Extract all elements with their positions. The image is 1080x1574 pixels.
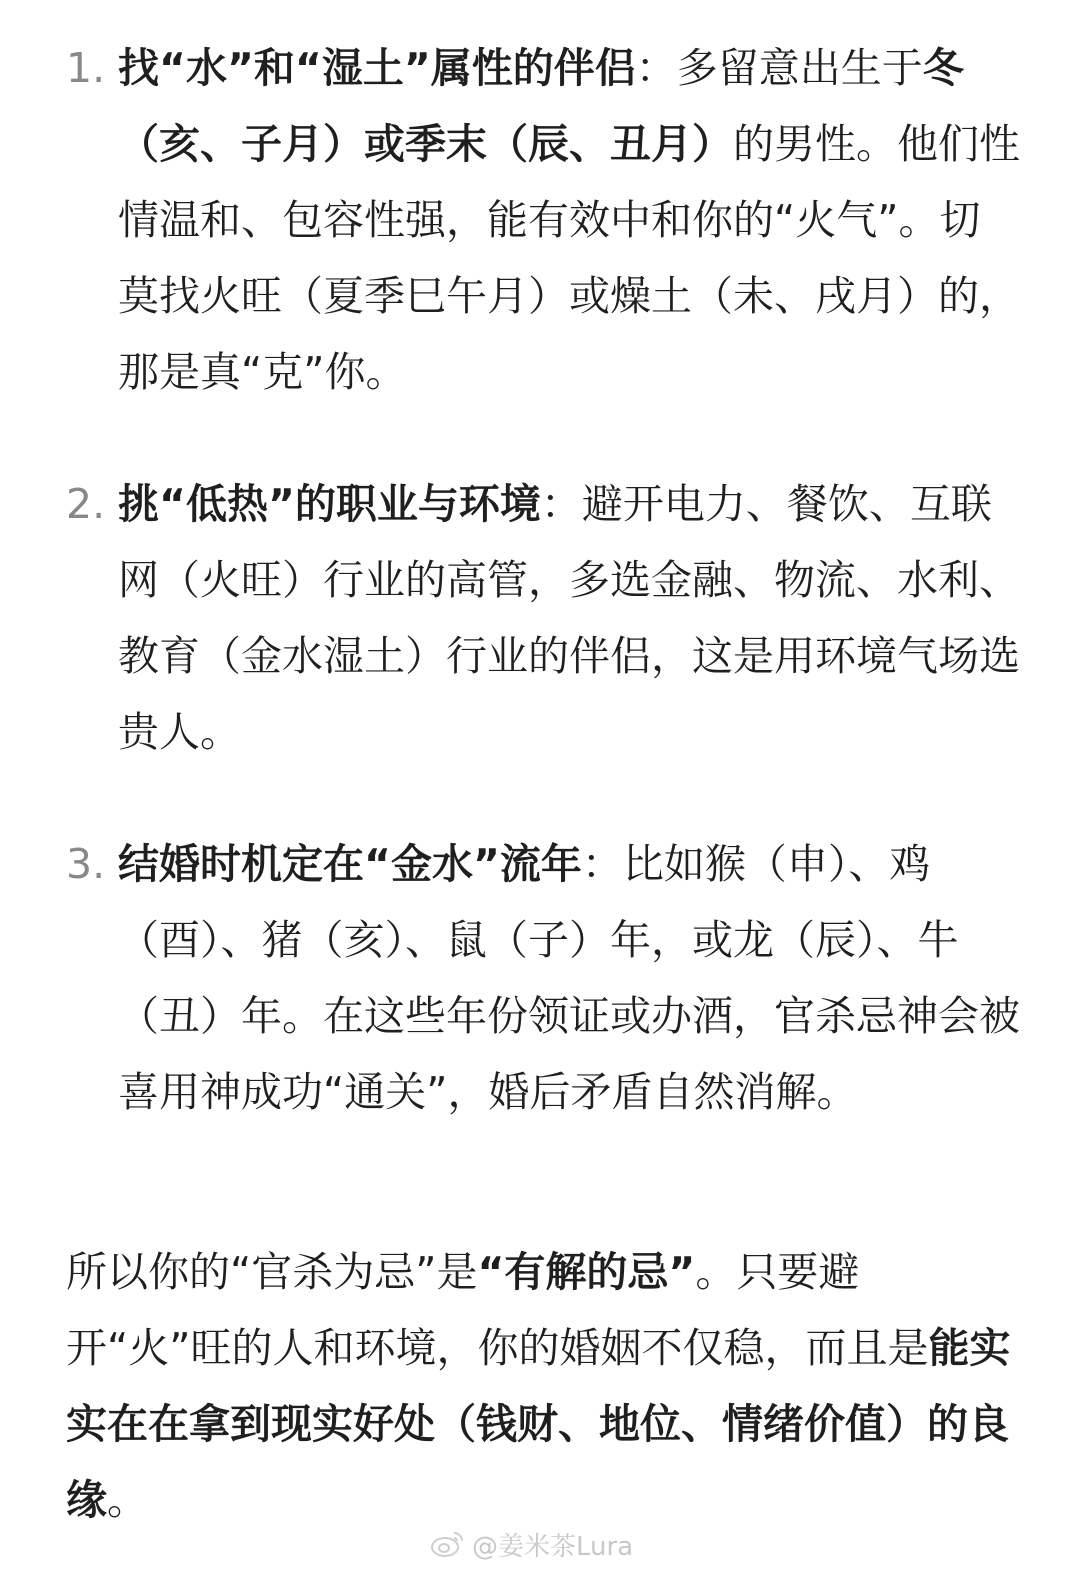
conclusion-paragraph: [66, 1234, 1016, 1538]
tip-body-bold: 冬（亥、子月）或季末（辰、丑月）: [118, 44, 964, 168]
weibo-watermark: [430, 1524, 633, 1564]
tip-item-1: [0, 30, 1080, 410]
tip-body: 多留意出生于: [676, 44, 923, 92]
tip-body: 避开电力、餐饮、互联网（火旺）行业的高管，多选金融、物流、水利、教育（金水湿土）行业的伴侣，这是用环境气场选贵人。: [118, 480, 1020, 756]
tip-number: 3.: [66, 840, 106, 888]
conclusion-text: 所以你的“官杀为忌”是: [66, 1248, 478, 1296]
tip-heading: 挑“低热”的职业与环境: [118, 480, 541, 528]
tip-body: 比如猴（申）、鸡（酉）、猪（亥）、鼠（子）年，或龙（辰）、牛（丑）年。在这些年份领证或办酒，官杀忌神会被喜用神成功“通关”，婚后矛盾自然消解。: [118, 840, 1020, 1116]
tip-heading: 找“水”和“湿土”属性的伴侣: [118, 44, 636, 92]
tip-number: 1.: [66, 44, 106, 92]
tip-number: 2.: [66, 480, 106, 528]
tip-item-2: [0, 466, 1080, 770]
conclusion-bold: 能实实在在拿到现实好处（钱财、地位、情绪价值）的良缘: [66, 1324, 1011, 1524]
tip-colon: ：: [635, 44, 677, 92]
tip-body: 的男性。他们性情温和、包容性强，能有效中和你的“火气”。切莫找火旺（夏季巳午月）或燥土（未、戌月）的，那是真“克”你。: [118, 120, 1020, 396]
conclusion-bold: “有解的忌”: [477, 1248, 696, 1296]
tips-list: [0, 30, 1080, 1186]
tip-colon: ：: [581, 840, 623, 888]
conclusion-text: 。: [107, 1476, 148, 1524]
weibo-icon: [430, 1529, 466, 1559]
watermark-text: @姜米茶Lura: [472, 1531, 634, 1562]
tip-heading: 结婚时机定在“金水”流年: [118, 840, 582, 888]
tip-item-3: [0, 826, 1080, 1130]
conclusion-text: 。只要避开“火”旺的人和环境，你的婚姻不仅稳，而且是: [66, 1248, 929, 1372]
tip-colon: ：: [540, 480, 582, 528]
